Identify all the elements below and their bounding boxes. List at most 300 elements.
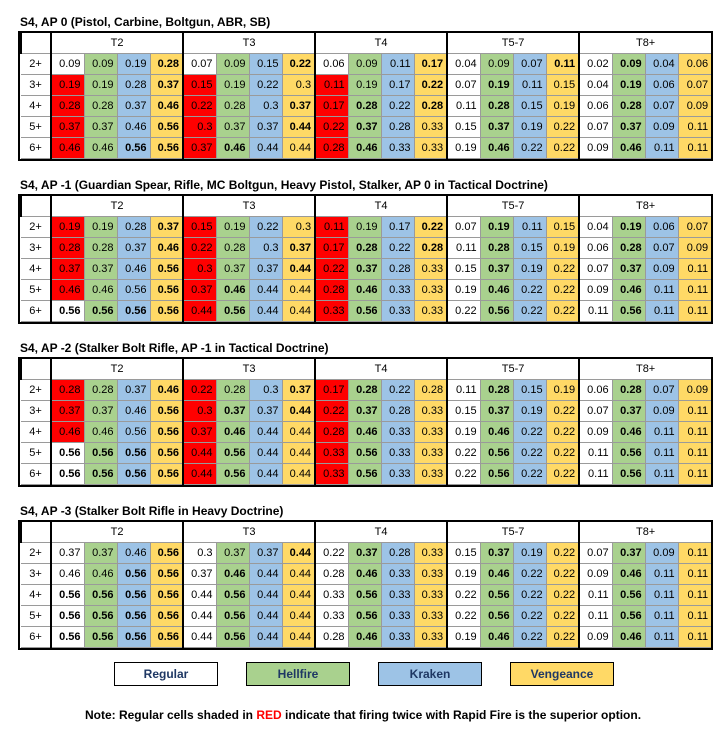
value-cell: 0.04: [579, 75, 612, 96]
value-cell: 0.11: [678, 543, 711, 564]
column-group-header: T2: [51, 522, 183, 543]
value-cell: 0.37: [51, 117, 84, 138]
value-cell: 0.56: [150, 117, 183, 138]
value-cell: 0.56: [480, 301, 513, 322]
probability-table: [20, 522, 711, 648]
value-cell: 0.37: [612, 117, 645, 138]
table-row: [21, 301, 711, 322]
value-cell: 0.11: [513, 217, 546, 238]
value-cell: 0.11: [678, 564, 711, 585]
column-group-header: T5-7: [447, 522, 579, 543]
row-label: 2+: [29, 384, 42, 396]
value-cell: 0.28: [612, 238, 645, 259]
value-cell: 0.07: [579, 543, 612, 564]
value-cell: 0.44: [183, 606, 216, 627]
value-cell: 0.17: [381, 75, 414, 96]
value-cell: 0.37: [183, 422, 216, 443]
column-group-header: T2: [51, 196, 183, 217]
value-cell: 0.44: [282, 138, 315, 159]
value-cell: 0.56: [150, 138, 183, 159]
value-cell: 0.3: [249, 238, 282, 259]
value-cell: 0.11: [678, 301, 711, 322]
value-cell: 0.22: [513, 627, 546, 648]
value-cell: 0.19: [480, 217, 513, 238]
corner-cell: [21, 359, 51, 380]
value-cell: 0.46: [348, 280, 381, 301]
value-cell: 0.15: [546, 217, 579, 238]
value-cell: 0.56: [84, 585, 117, 606]
value-cell: 0.44: [183, 443, 216, 464]
value-cell: 0.44: [249, 280, 282, 301]
value-cell: 0.22: [183, 96, 216, 117]
value-cell: 0.56: [612, 606, 645, 627]
value-cell: 0.15: [447, 543, 480, 564]
value-cell: 0.11: [579, 443, 612, 464]
value-cell: 0.56: [84, 606, 117, 627]
value-cell: 0.19: [513, 401, 546, 422]
value-cell: 0.15: [513, 380, 546, 401]
probability-table: [20, 359, 711, 485]
column-group-header: T4: [315, 33, 447, 54]
value-cell: 0.37: [348, 117, 381, 138]
value-cell: 0.28: [381, 401, 414, 422]
value-cell: 0.46: [51, 280, 84, 301]
value-cell: 0.46: [117, 259, 150, 280]
section-title: S4, AP -2 (Stalker Bolt Rifle, AP -1 in Tactical Doctrine): [20, 341, 329, 355]
value-cell: 0.56: [348, 301, 381, 322]
value-cell: 0.37: [84, 259, 117, 280]
table-row: [21, 238, 711, 259]
value-cell: 0.56: [216, 585, 249, 606]
value-cell: 0.37: [249, 117, 282, 138]
value-cell: 0.44: [282, 259, 315, 280]
header-row: [21, 33, 711, 54]
table-row: [21, 464, 711, 485]
column-group-header: T5-7: [447, 33, 579, 54]
header-row: [21, 359, 711, 380]
value-cell: 0.44: [249, 627, 282, 648]
row-label: 5+: [29, 610, 42, 622]
value-cell: 0.56: [150, 543, 183, 564]
value-cell: 0.17: [414, 54, 447, 75]
value-cell: 0.09: [579, 422, 612, 443]
table-row: [21, 606, 711, 627]
value-cell: 0.28: [51, 380, 84, 401]
value-cell: 0.15: [546, 75, 579, 96]
table-row: [21, 422, 711, 443]
value-cell: 0.28: [216, 96, 249, 117]
value-cell: 0.19: [348, 75, 381, 96]
value-cell: 0.22: [315, 543, 348, 564]
value-cell: 0.33: [414, 627, 447, 648]
value-cell: 0.22: [447, 464, 480, 485]
value-cell: 0.11: [579, 606, 612, 627]
value-cell: 0.37: [348, 259, 381, 280]
value-cell: 0.3: [183, 401, 216, 422]
value-cell: 0.33: [315, 585, 348, 606]
value-cell: 0.37: [612, 401, 645, 422]
table-row: [21, 75, 711, 96]
value-cell: 0.56: [51, 585, 84, 606]
value-cell: 0.37: [51, 543, 84, 564]
value-cell: 0.56: [117, 443, 150, 464]
table-row: [21, 96, 711, 117]
value-cell: 0.06: [645, 75, 678, 96]
value-cell: 0.09: [645, 117, 678, 138]
value-cell: 0.56: [612, 301, 645, 322]
value-cell: 0.56: [117, 606, 150, 627]
value-cell: 0.37: [249, 401, 282, 422]
column-group-header: T8+: [579, 522, 711, 543]
value-cell: 0.56: [480, 443, 513, 464]
value-cell: 0.09: [579, 138, 612, 159]
value-cell: 0.09: [480, 54, 513, 75]
value-cell: 0.56: [150, 585, 183, 606]
value-cell: 0.07: [447, 75, 480, 96]
value-cell: 0.28: [315, 564, 348, 585]
value-cell: 0.28: [381, 117, 414, 138]
value-cell: 0.37: [117, 96, 150, 117]
value-cell: 0.07: [579, 401, 612, 422]
value-cell: 0.22: [381, 96, 414, 117]
value-cell: 0.07: [645, 380, 678, 401]
value-cell: 0.33: [414, 138, 447, 159]
value-cell: 0.06: [645, 217, 678, 238]
value-cell: 0.44: [249, 464, 282, 485]
value-cell: 0.11: [645, 138, 678, 159]
value-cell: 0.19: [117, 54, 150, 75]
value-cell: 0.11: [678, 422, 711, 443]
row-label: 4+: [29, 100, 42, 112]
value-cell: 0.06: [678, 54, 711, 75]
value-cell: 0.33: [381, 443, 414, 464]
value-cell: 0.56: [84, 443, 117, 464]
value-cell: 0.28: [480, 380, 513, 401]
value-cell: 0.46: [612, 280, 645, 301]
value-cell: 0.11: [645, 627, 678, 648]
value-cell: 0.37: [612, 259, 645, 280]
value-cell: 0.33: [414, 606, 447, 627]
row-label: 3+: [29, 242, 42, 254]
value-cell: 0.46: [612, 564, 645, 585]
value-cell: 0.44: [282, 627, 315, 648]
value-cell: 0.11: [678, 117, 711, 138]
value-cell: 0.46: [480, 138, 513, 159]
value-cell: 0.19: [513, 117, 546, 138]
value-cell: 0.33: [414, 464, 447, 485]
value-cell: 0.44: [183, 464, 216, 485]
value-cell: 0.28: [117, 75, 150, 96]
value-cell: 0.19: [447, 564, 480, 585]
column-group-header: T2: [51, 359, 183, 380]
value-cell: 0.09: [612, 54, 645, 75]
value-cell: 0.44: [282, 301, 315, 322]
value-cell: 0.28: [414, 238, 447, 259]
value-cell: 0.33: [414, 401, 447, 422]
value-cell: 0.19: [612, 217, 645, 238]
column-group-header: T5-7: [447, 196, 579, 217]
table-row: [21, 443, 711, 464]
value-cell: 0.33: [414, 280, 447, 301]
value-cell: 0.22: [183, 238, 216, 259]
value-cell: 0.09: [348, 54, 381, 75]
column-group-header: T8+: [579, 196, 711, 217]
table-row: [21, 401, 711, 422]
value-cell: 0.22: [513, 422, 546, 443]
value-cell: 0.56: [51, 627, 84, 648]
table-row: [21, 117, 711, 138]
value-cell: 0.46: [51, 422, 84, 443]
value-cell: 0.11: [645, 280, 678, 301]
section-title: S4, AP -3 (Stalker Bolt Rifle in Heavy Doctrine): [20, 504, 284, 518]
value-cell: 0.3: [282, 217, 315, 238]
value-cell: 0.09: [51, 54, 84, 75]
value-cell: 0.56: [150, 443, 183, 464]
value-cell: 0.15: [513, 96, 546, 117]
row-label: 2+: [29, 58, 42, 70]
column-group-header: T4: [315, 522, 447, 543]
value-cell: 0.09: [579, 564, 612, 585]
value-cell: 0.11: [315, 217, 348, 238]
value-cell: 0.44: [249, 301, 282, 322]
value-cell: 0.56: [84, 627, 117, 648]
row-label: 4+: [29, 263, 42, 275]
value-cell: 0.28: [612, 380, 645, 401]
note: [0, 708, 726, 722]
value-cell: 0.19: [84, 217, 117, 238]
value-cell: 0.46: [150, 238, 183, 259]
value-cell: 0.22: [183, 380, 216, 401]
value-cell: 0.44: [249, 443, 282, 464]
value-cell: 0.46: [84, 138, 117, 159]
value-cell: 0.44: [249, 138, 282, 159]
note-highlight: RED: [256, 708, 282, 722]
value-cell: 0.56: [348, 464, 381, 485]
value-cell: 0.44: [282, 401, 315, 422]
value-cell: 0.22: [381, 380, 414, 401]
value-cell: 0.11: [678, 401, 711, 422]
value-cell: 0.46: [117, 117, 150, 138]
value-cell: 0.37: [282, 380, 315, 401]
value-cell: 0.44: [282, 564, 315, 585]
value-cell: 0.22: [546, 564, 579, 585]
value-cell: 0.56: [117, 585, 150, 606]
value-cell: 0.37: [84, 543, 117, 564]
value-cell: 0.09: [579, 627, 612, 648]
value-cell: 0.22: [513, 280, 546, 301]
value-cell: 0.11: [315, 75, 348, 96]
value-cell: 0.22: [447, 585, 480, 606]
value-cell: 0.22: [513, 301, 546, 322]
value-cell: 0.56: [348, 443, 381, 464]
value-cell: 0.11: [678, 585, 711, 606]
value-cell: 0.46: [612, 138, 645, 159]
value-cell: 0.56: [117, 627, 150, 648]
value-cell: 0.37: [183, 564, 216, 585]
column-group-header: T3: [183, 522, 315, 543]
value-cell: 0.56: [117, 422, 150, 443]
value-cell: 0.09: [678, 238, 711, 259]
value-cell: 0.56: [150, 301, 183, 322]
value-cell: 0.44: [183, 585, 216, 606]
value-cell: 0.11: [678, 280, 711, 301]
value-cell: 0.11: [447, 380, 480, 401]
value-cell: 0.22: [513, 564, 546, 585]
value-cell: 0.56: [150, 564, 183, 585]
value-cell: 0.56: [51, 606, 84, 627]
value-cell: 0.37: [249, 543, 282, 564]
value-cell: 0.37: [216, 117, 249, 138]
value-cell: 0.56: [150, 280, 183, 301]
value-cell: 0.07: [579, 259, 612, 280]
value-cell: 0.44: [282, 280, 315, 301]
value-cell: 0.22: [546, 280, 579, 301]
value-cell: 0.44: [282, 585, 315, 606]
column-group-header: T4: [315, 359, 447, 380]
value-cell: 0.11: [678, 443, 711, 464]
row-label: 6+: [29, 468, 42, 480]
value-cell: 0.37: [282, 238, 315, 259]
value-cell: 0.56: [348, 606, 381, 627]
value-cell: 0.46: [117, 401, 150, 422]
value-cell: 0.56: [480, 585, 513, 606]
value-cell: 0.46: [480, 627, 513, 648]
value-cell: 0.33: [381, 627, 414, 648]
value-cell: 0.07: [513, 54, 546, 75]
value-cell: 0.28: [216, 380, 249, 401]
value-cell: 0.37: [51, 259, 84, 280]
value-cell: 0.33: [381, 606, 414, 627]
value-cell: 0.3: [183, 259, 216, 280]
section-4: [20, 504, 710, 648]
value-cell: 0.17: [315, 96, 348, 117]
value-cell: 0.33: [315, 606, 348, 627]
value-cell: 0.37: [84, 117, 117, 138]
value-cell: 0.37: [249, 259, 282, 280]
row-label: 3+: [29, 405, 42, 417]
value-cell: 0.46: [51, 138, 84, 159]
value-cell: 0.56: [612, 443, 645, 464]
value-cell: 0.04: [579, 217, 612, 238]
value-cell: 0.56: [216, 606, 249, 627]
value-cell: 0.19: [546, 96, 579, 117]
value-cell: 0.46: [84, 422, 117, 443]
value-cell: 0.3: [282, 75, 315, 96]
value-cell: 0.09: [84, 54, 117, 75]
value-cell: 0.56: [150, 401, 183, 422]
value-cell: 0.33: [381, 464, 414, 485]
value-cell: 0.44: [249, 564, 282, 585]
section-title: S4, AP -1 (Guardian Spear, Rifle, MC Boltgun, Heavy Pistol, Stalker, AP 0 in Tactical Doctrine): [20, 178, 548, 192]
value-cell: 0.07: [678, 217, 711, 238]
value-cell: 0.56: [480, 464, 513, 485]
value-cell: 0.37: [183, 280, 216, 301]
value-cell: 0.37: [348, 543, 381, 564]
value-cell: 0.22: [513, 443, 546, 464]
value-cell: 0.15: [513, 238, 546, 259]
value-cell: 0.11: [678, 464, 711, 485]
value-cell: 0.17: [315, 238, 348, 259]
value-cell: 0.28: [348, 96, 381, 117]
value-cell: 0.37: [183, 138, 216, 159]
value-cell: 0.28: [51, 96, 84, 117]
value-cell: 0.22: [513, 585, 546, 606]
value-cell: 0.46: [117, 543, 150, 564]
value-cell: 0.44: [282, 464, 315, 485]
value-cell: 0.11: [678, 259, 711, 280]
value-cell: 0.56: [150, 627, 183, 648]
value-cell: 0.22: [546, 585, 579, 606]
value-cell: 0.19: [513, 543, 546, 564]
value-cell: 0.37: [348, 401, 381, 422]
value-cell: 0.17: [315, 380, 348, 401]
value-cell: 0.22: [513, 464, 546, 485]
value-cell: 0.15: [183, 75, 216, 96]
table-row: [21, 138, 711, 159]
value-cell: 0.56: [84, 464, 117, 485]
value-cell: 0.11: [579, 585, 612, 606]
row-label: 4+: [29, 589, 42, 601]
value-cell: 0.22: [546, 422, 579, 443]
value-cell: 0.56: [348, 585, 381, 606]
value-cell: 0.46: [84, 280, 117, 301]
row-label: 2+: [29, 221, 42, 233]
value-cell: 0.46: [480, 422, 513, 443]
value-cell: 0.28: [117, 217, 150, 238]
value-cell: 0.56: [51, 443, 84, 464]
value-cell: 0.37: [150, 217, 183, 238]
value-cell: 0.09: [645, 401, 678, 422]
value-cell: 0.22: [315, 259, 348, 280]
value-cell: 0.02: [579, 54, 612, 75]
legend-vengeance: Vengeance: [510, 662, 614, 686]
value-cell: 0.56: [117, 564, 150, 585]
value-cell: 0.11: [678, 606, 711, 627]
value-cell: 0.46: [612, 422, 645, 443]
value-cell: 0.28: [348, 380, 381, 401]
value-cell: 0.46: [150, 96, 183, 117]
value-cell: 0.11: [645, 606, 678, 627]
value-cell: 0.56: [117, 464, 150, 485]
value-cell: 0.37: [117, 380, 150, 401]
value-cell: 0.11: [645, 464, 678, 485]
value-cell: 0.3: [183, 543, 216, 564]
probability-table: [20, 196, 711, 322]
value-cell: 0.37: [612, 543, 645, 564]
value-cell: 0.06: [579, 238, 612, 259]
value-cell: 0.28: [216, 238, 249, 259]
value-cell: 0.37: [216, 401, 249, 422]
value-cell: 0.22: [282, 54, 315, 75]
value-cell: 0.22: [447, 606, 480, 627]
column-group-header: T3: [183, 196, 315, 217]
value-cell: 0.28: [480, 238, 513, 259]
value-cell: 0.33: [414, 259, 447, 280]
value-cell: 0.06: [579, 380, 612, 401]
value-cell: 0.44: [249, 585, 282, 606]
value-cell: 0.56: [117, 138, 150, 159]
value-cell: 0.11: [579, 301, 612, 322]
value-cell: 0.22: [513, 138, 546, 159]
column-group-header: T8+: [579, 359, 711, 380]
value-cell: 0.37: [480, 117, 513, 138]
column-group-header: T2: [51, 33, 183, 54]
value-cell: 0.33: [414, 301, 447, 322]
value-cell: 0.44: [183, 301, 216, 322]
value-cell: 0.44: [249, 606, 282, 627]
value-cell: 0.46: [480, 280, 513, 301]
table-row: [21, 259, 711, 280]
